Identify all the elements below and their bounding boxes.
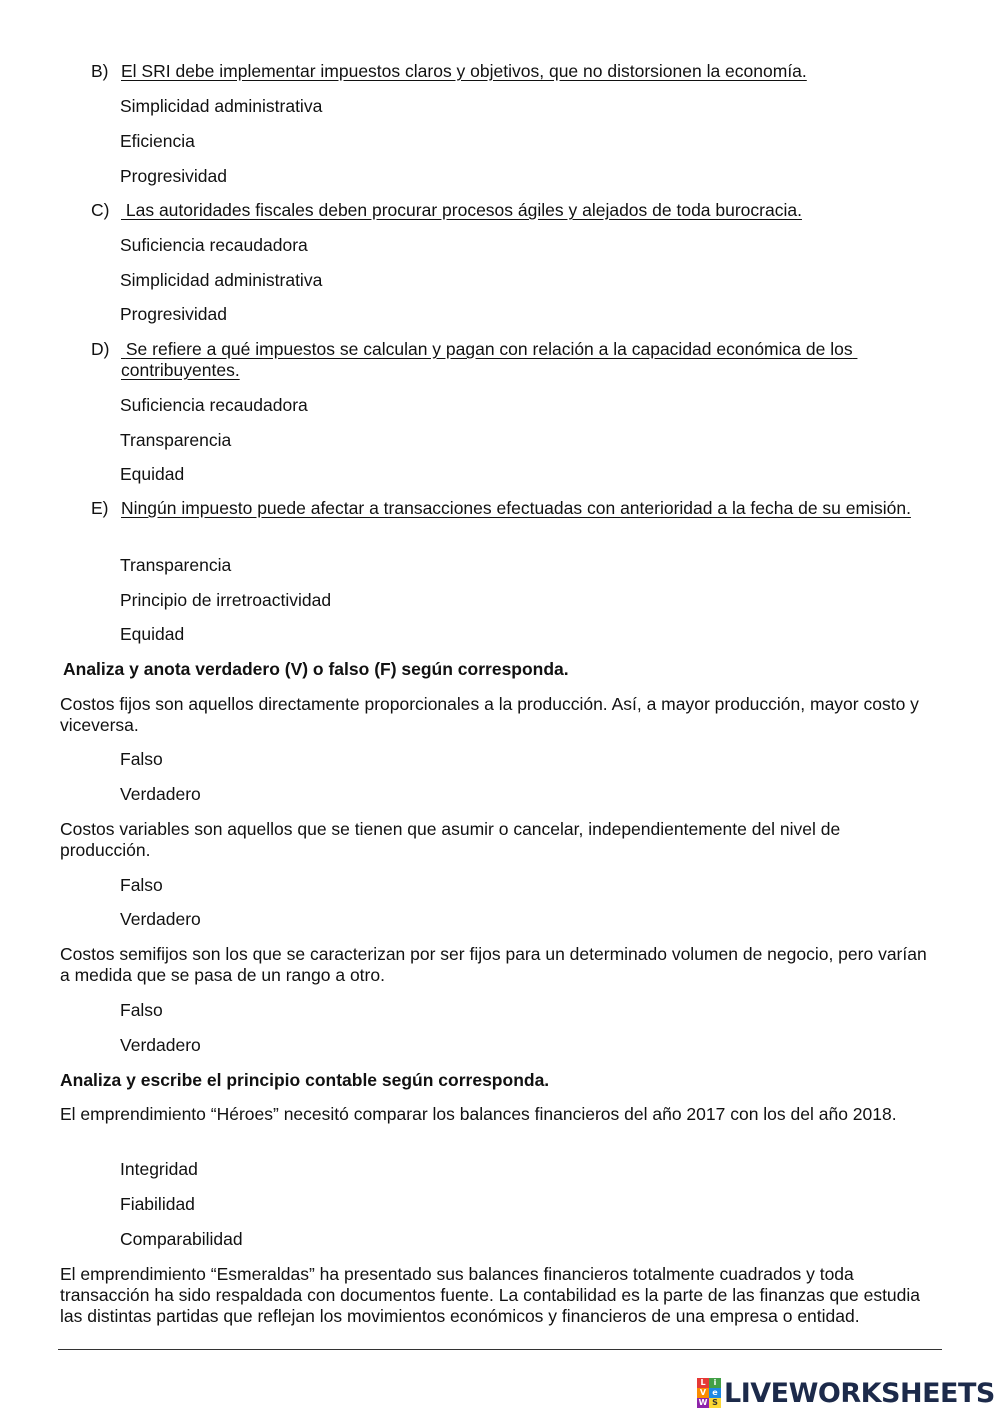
question-letter: D) [91, 339, 110, 359]
option-d-3[interactable]: Equidad [120, 464, 185, 484]
option-d-1[interactable]: Suficiencia recaudadora [120, 395, 308, 415]
logo-text: LIVEWORKSHEETS [724, 1377, 995, 1409]
logo-mark-icon [697, 1378, 721, 1408]
option-vf2-verdadero[interactable]: Verdadero [120, 909, 201, 929]
option-d-2[interactable]: Transparencia [120, 430, 232, 450]
option-e-3[interactable]: Equidad [120, 624, 185, 644]
statement-vf-2: Costos variables son aquellos que se tienen que asumir o cancelar, independientemente del nivel de producción. [60, 819, 841, 860]
question-letter: E) [91, 498, 109, 518]
footer-divider [58, 1349, 942, 1350]
option-pc1-1[interactable]: Integridad [120, 1159, 198, 1179]
option-vf2-falso[interactable]: Falso [120, 875, 163, 895]
option-e-1[interactable]: Transparencia [120, 555, 232, 575]
option-b-3[interactable]: Progresividad [120, 166, 227, 186]
question-stem: El SRI debe implementar impuestos claros y objetivos, que no distorsionen la economía. [121, 61, 807, 81]
liveworksheets-logo [697, 1377, 995, 1409]
section-title-pc: Analiza y escribe el principio contable según corresponda. [60, 1070, 550, 1090]
question-stem: Ningún impuesto puede afectar a transacciones efectuadas con anterioridad a la fecha de su emisión. [121, 498, 911, 518]
logo-mark-cell: i [709, 1378, 721, 1388]
logo-mark-cell: e [709, 1388, 721, 1398]
statement-pc-2: El emprendimiento “Esmeraldas” ha presentado sus balances financieros totalmente cuadrados y toda transacción ha sido respaldada con documentos fuente. La contabilidad es la parte de las finanzas que estudia las distintas partidas que reflejan los movimientos económicos y financieros de una empresa o entidad. [60, 1264, 921, 1326]
option-pc1-2[interactable]: Fiabilidad [120, 1194, 195, 1214]
question-stem: Se refiere a qué impuestos se calculan y pagan con relación a la capacidad económica de los contribuyentes. [121, 339, 858, 380]
option-e-2[interactable]: Principio de irretroactividad [120, 590, 332, 610]
option-c-3[interactable]: Progresividad [120, 304, 227, 324]
statement-vf-3: Costos semifijos son los que se caracterizan por ser fijos para un determinado volumen de negocio, pero varían a medida que se pasa de un rango a otro. [60, 944, 927, 985]
question-stem: Las autoridades fiscales deben procurar procesos ágiles y alejados de toda burocracia. [121, 200, 802, 220]
statement-vf-1: Costos fijos son aquellos directamente proporcionales a la producción. Así, a mayor producción, mayor costo y viceversa. [60, 694, 919, 735]
statement-pc-1: El emprendimiento “Héroes” necesitó comparar los balances financieros del año 2017 con los del año 2018. [60, 1104, 897, 1124]
option-vf3-falso[interactable]: Falso [120, 1000, 163, 1020]
logo-mark-cell: V [697, 1388, 709, 1398]
question-letter: C) [91, 200, 110, 220]
logo-mark-cell: S [709, 1398, 721, 1408]
option-c-2[interactable]: Simplicidad administrativa [120, 270, 323, 290]
option-vf1-falso[interactable]: Falso [120, 749, 163, 769]
logo-mark-cell: W [698, 1398, 708, 1407]
section-title-vf: Analiza y anota verdadero (V) o falso (F) según corresponda. [63, 659, 569, 679]
option-vf1-verdadero[interactable]: Verdadero [120, 784, 201, 804]
logo-mark-cell: L [697, 1378, 709, 1388]
question-letter: B) [91, 61, 109, 81]
option-pc1-3[interactable]: Comparabilidad [120, 1229, 243, 1249]
option-b-1[interactable]: Simplicidad administrativa [120, 96, 323, 116]
option-vf3-verdadero[interactable]: Verdadero [120, 1035, 201, 1055]
option-b-2[interactable]: Eficiencia [120, 131, 195, 151]
option-c-1[interactable]: Suficiencia recaudadora [120, 235, 308, 255]
